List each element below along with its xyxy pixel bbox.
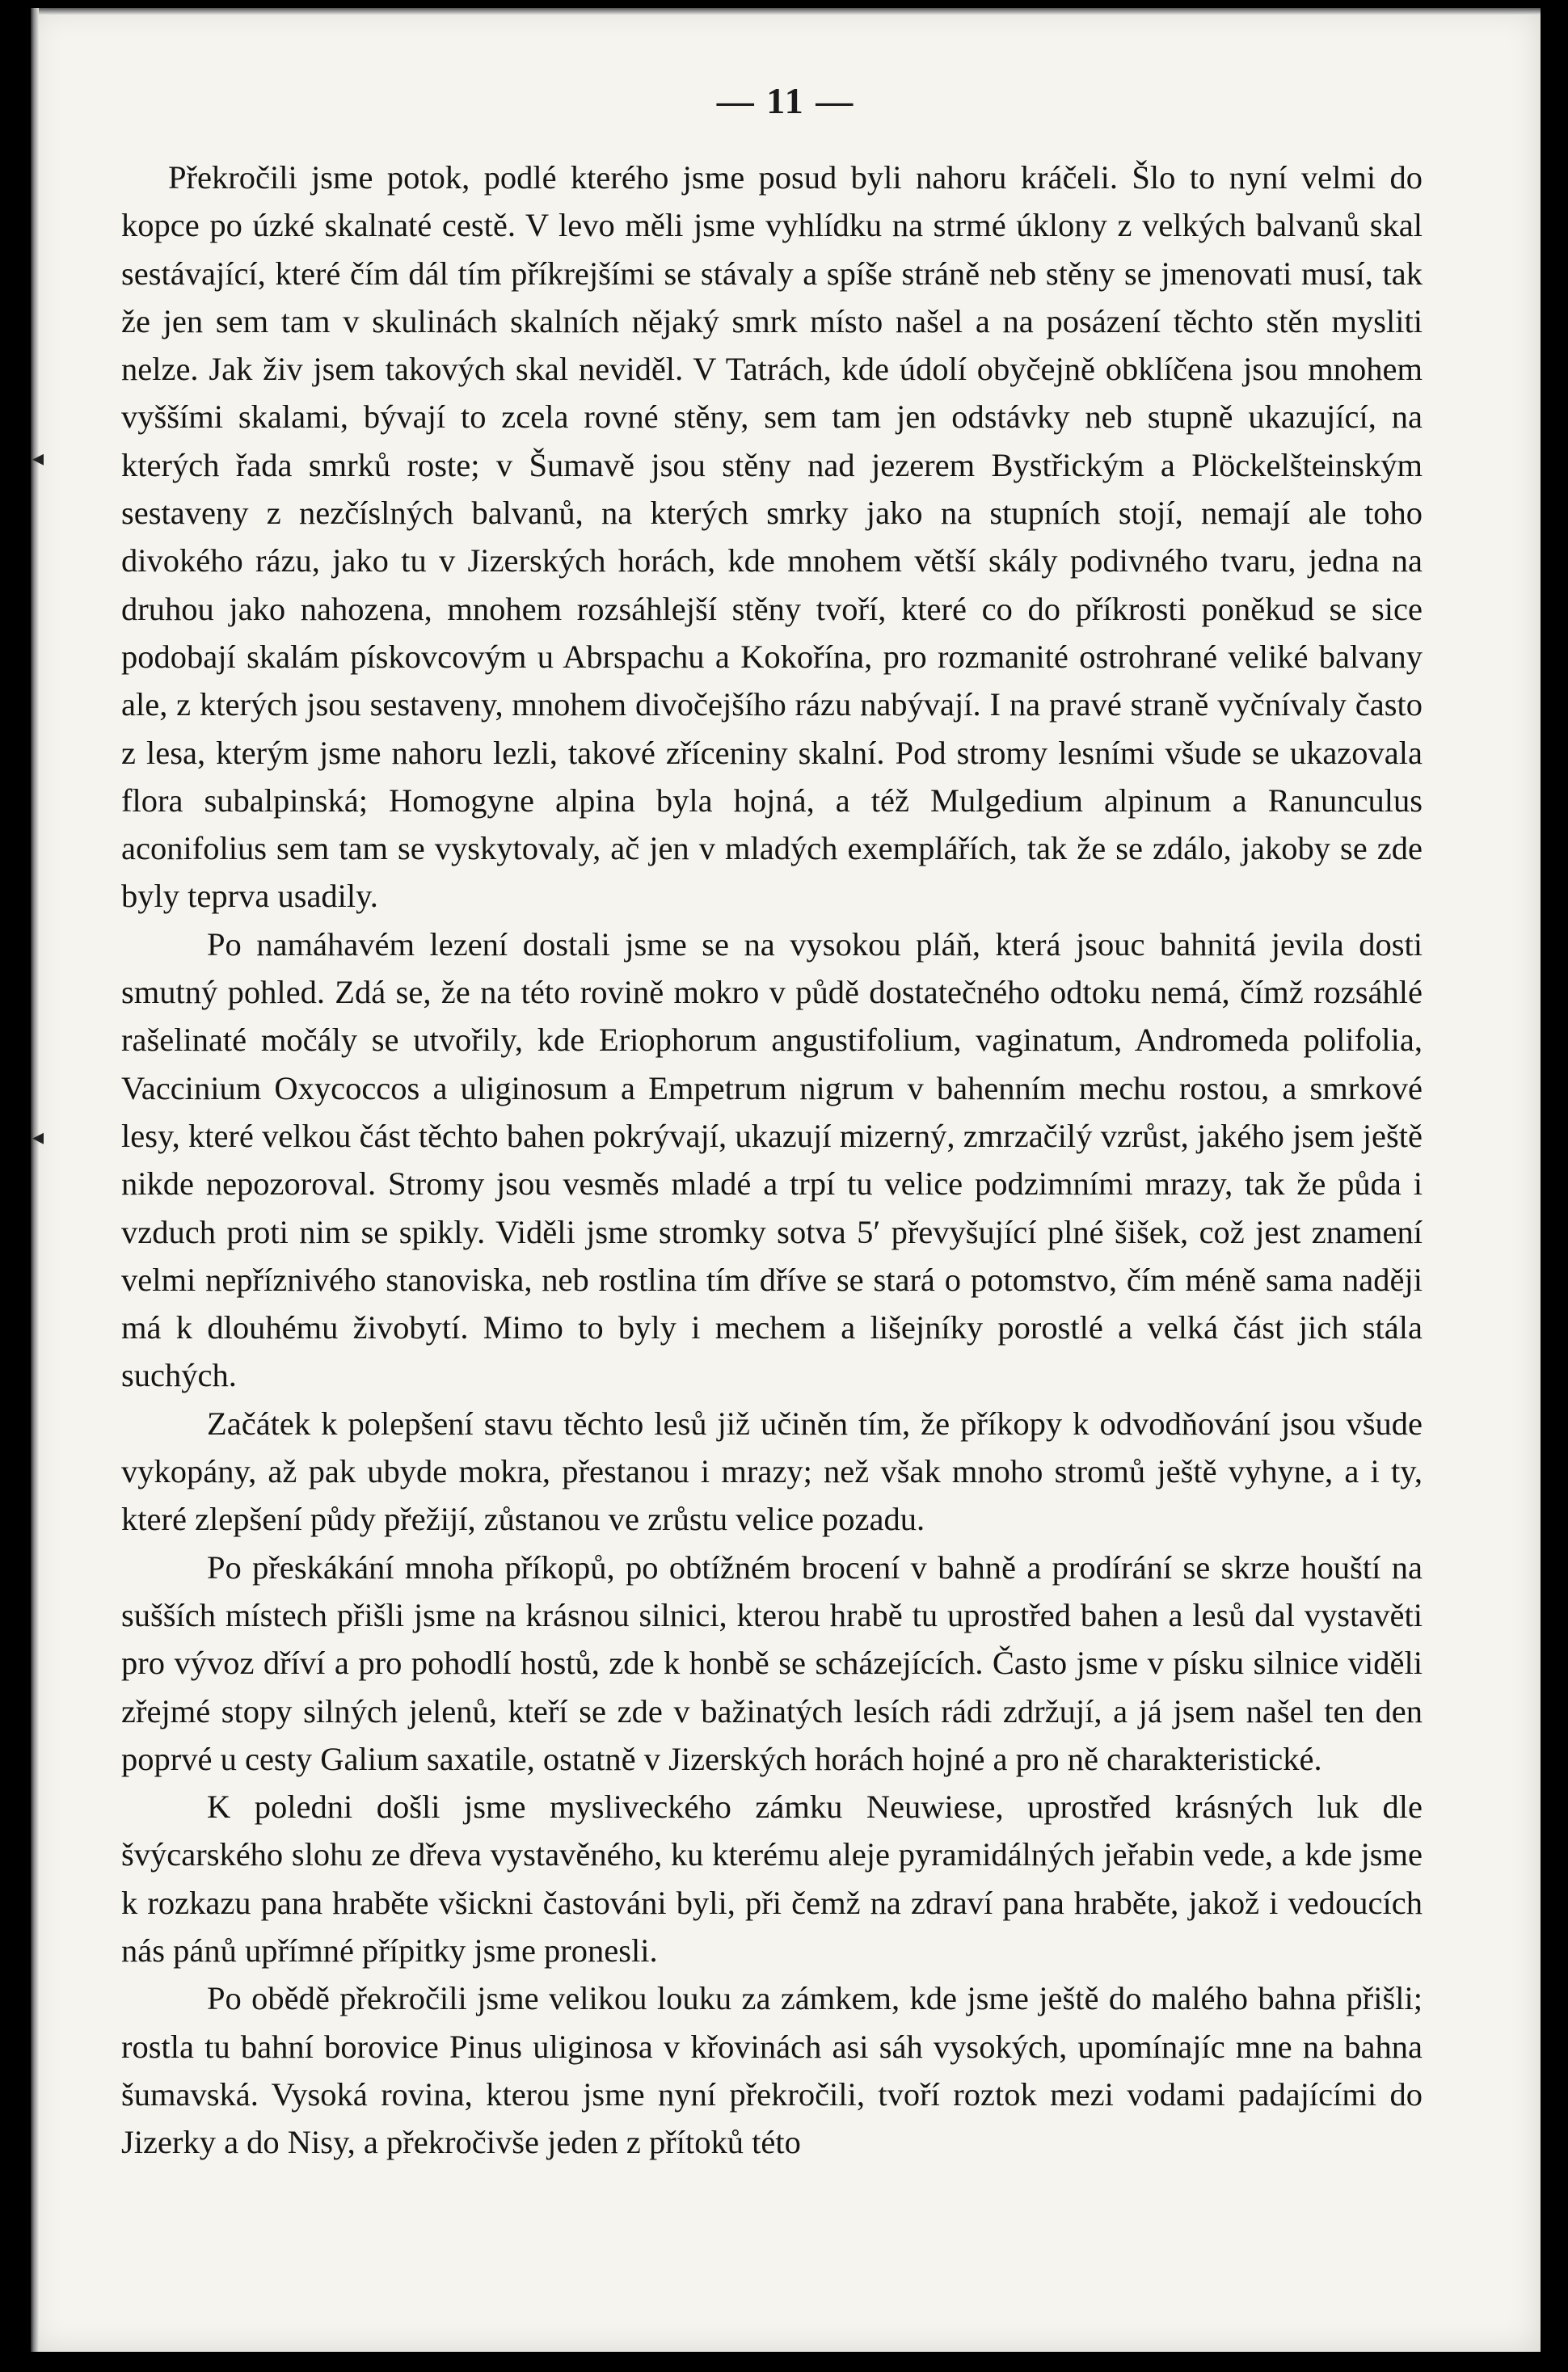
- margin-mark: ◂: [32, 446, 44, 471]
- paragraph-4: Po přeskákání mnoha příkopů, po obtížném brocení v bahně a prodírání se skrze houští na sušších místech přišli jsme na krásnou silnici, kterou hrabě tu uprostřed bahen a lesů dal vystavěti pro vývoz dříví a pro pohodlí hostů, zde k honbě se scházejících. Často jsme v písku silnice viděli zřejmé stopy silných jelenů, kteří se zde v bažinatých lesích rádi zdržují, a já jsem našel ten den poprvé u cesty Galium saxatile, ostatně v Jizerských horách hojné a pro ně charakteristické.: [121, 1548, 1423, 1777]
- page-binding-edge: [31, 8, 39, 2352]
- body-text: [121, 154, 1423, 2166]
- book-page: [31, 8, 1541, 2352]
- paragraph-5: K poledni došli jsme mysliveckého zámku Neuwiese, uprostřed krásných luk dle švýcarského slohu ze dřeva vystavěného, ku kterému aleje pyramidálných jeřabin vede, a kde jsme k rozkazu pana hraběte všickni častováni byli, při čemž na zdraví pana hraběte, jakož i vedoucích nás pánů upřímné přípitky jsme pronesli.: [121, 1788, 1423, 1969]
- paragraph-6: Po obědě překročili jsme velikou louku za zámkem, kde jsme ještě do malého bahna přišli; rostla tu bahní borovice Pinus uliginosa v křovinách asi sáh vysokých, upomínajíc mne na bahna šumavská. Vysoká rovina, kterou jsme nyní překročili, tvoří roztok mezi vodami padajícími do Jizerky a do Nisy, a překročivše jeden z přítoků této: [121, 1980, 1423, 2161]
- page-top-edge: [31, 8, 1541, 15]
- paragraph-2: Po namáhavém lezení dostali jsme se na vysokou pláň, která jsouc bahnitá jevila dosti smutný pohled. Zdá se, že na této rovině mokro v půdě dostatečného odtoku nemá, čímž rozsáhlé rašelinaté močály se utvořily, kde Eriophorum angustifolium, vaginatum, Andromeda polifolia, Vaccinium Oxycoccos a uliginosum a Empetrum nigrum v bahenním mechu rostou, a smrkové lesy, které velkou část těchto bahen pokrývají, ukazují mizerný, zmrzačilý vzrůst, jakého jsem ještě nikde nepozoroval. Stromy jsou vesměs mladé a trpí tu velice podzimními mrazy, tak že půda i vzduch proti nim se spikly. Viděli jsme stromky sotva 5′ převyšující plné šišek, což jest znamení velmi nepříznivého stanoviska, neb rostlina tím dříve se stará o potomstvo, čím méně sama naději má k dlouhému živobytí. Mimo to byly i mechem a lišejníky porostlé a velká část jich stála suchých.: [121, 925, 1423, 1394]
- margin-mark: ◂: [32, 1125, 44, 1150]
- paragraph-1: Překročili jsme potok, podlé kterého jsme posud byli nahoru kráčeli. Šlo to nyní velmi do kopce po úzké skalnaté cestě. V levo měli jsme vyhlídku na strmé úklony z velkých balvanů skal sestávající, které čím dál tím příkrejšími se stávaly a spíše stráně neb stěny se jmenovati musí, tak že jen sem tam v skulinách skalních nějaký smrk místo našel a na posázení těchto stěn mysliti nelze. Jak živ jsem takových skal neviděl. V Tatrách, kde údolí obyčejně obklíčena jsou mnohem vyššími skalami, bývají to zcela rovné stěny, sem tam jen odstávky neb stupně ukazující, na kterých řada smrků roste; v Šumavě jsou stěny nad jezerem Bystřickým a Plöckelšteinským sestaveny z nezčíslných balvanů, na kterých smrky jako na stupních stojí, nemají ale toho divokého rázu, jako tu v Jizerských horách, kde mnohem větší skály podivného tvaru, jedna na druhou jako nahozena, mnohem rozsáhlejší stěny tvoří, které co do příkrosti poněkud se sice podobají skalám pískovcovým u Abrspachu a Kokořína, pro rozmanité ostrohrané veliké balvany ale, z kterých jsou sestaveny, mnohem divočejšího rázu nabývají. I na pravé straně vyčnívaly často z lesa, kterým jsme nahoru lezli, takové zříceniny skalní. Pod stromy lesními všude se ukazovala flora subalpinská; Homogyne alpina byla hojná, a též Mulgedium alpinum a Ranunculus aconifolius sem tam se vyskytovaly, ač jen v mladých exemplářích, tak že se zdálo, jakoby se zde byly teprva usadily.: [121, 159, 1423, 915]
- page-number: — 11 —: [716, 80, 855, 121]
- paragraph-3: Začátek k polepšení stavu těchto lesů již učiněn tím, že příkopy k odvodňování jsou všude vykopány, až pak ubyde mokra, přestanou i mrazy; než však mnoho stromů ještě vyhyne, a i ty, které zlepšení půdy přežijí, zůstanou ve zrůstu velice pozadu.: [121, 1405, 1423, 1538]
